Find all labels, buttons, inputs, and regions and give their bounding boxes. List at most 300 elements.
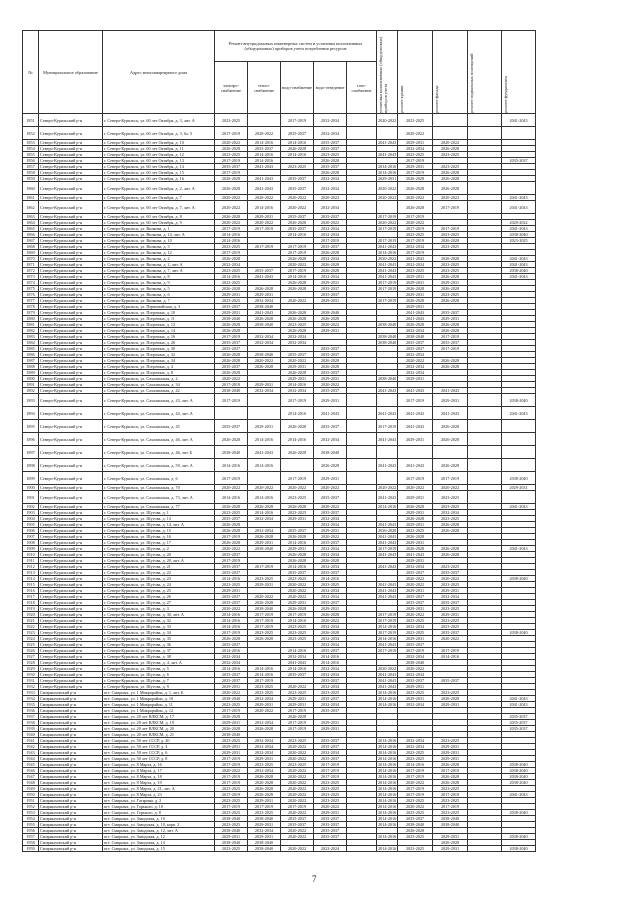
municipality-cell: Северо-Курильский р-н [39, 540, 103, 546]
roof-cell: 2023-2025 [398, 630, 433, 636]
meters-cell: 2041-2043 [378, 522, 397, 527]
sewer-cell: 2023-2025 [314, 152, 347, 158]
meters-cell: 2017-2019 [378, 286, 397, 291]
address-cell: г. Северо-Курильск, ул. Погрешна, д. 34 [103, 358, 215, 364]
sewer-cell: 2023-2025 [314, 582, 347, 588]
water-cell: 2020-2022 [281, 780, 314, 786]
sewer-cell: 2035-2037 [314, 738, 347, 744]
address-cell: г. Северо-Курильск, ул. Шутова, д. 2 [103, 546, 215, 552]
row-number-cell: 1912 [23, 564, 39, 570]
facade-cell: 2023-2025 [433, 516, 468, 522]
meters-cell: 2041-2043 [378, 268, 397, 273]
header-water: водо-снабжение [281, 62, 314, 114]
heat-cell: 2026-2028 [248, 636, 281, 642]
electric-cell: 2020-2022 [215, 195, 248, 201]
municipality-cell: Смирныховский р-н [39, 726, 103, 732]
facade-cell [433, 446, 468, 459]
municipality-cell: Северо-Курильский р-н [39, 446, 103, 459]
municipality-cell: Северо-Курильский р-н [39, 491, 103, 504]
address-cell: г. Северо-Курильск, ул. Погрешна, д. 32 [103, 352, 215, 358]
electric-cell: 2026-2028 [215, 176, 248, 182]
facade-cell: 2023-2025 [433, 292, 468, 298]
water-cell: 2020-2022 [281, 485, 314, 491]
row-number-cell: 1905 [23, 522, 39, 528]
electric-cell: 2035-2037 [215, 346, 248, 352]
row-number-cell: 1906 [23, 528, 39, 534]
address-cell: г. Северо-Курильск, ул. Погрешна, д. 11 [103, 316, 215, 322]
address-cell: г. Северо-Курильск, ул. Сахалинская, д. 45 [103, 420, 215, 433]
electric-cell: 2026-2028 [215, 522, 248, 528]
water-cell: 2035-2037 [281, 352, 314, 358]
foundation-cell: 2038-2040 [502, 834, 536, 840]
electric-cell: 2038-2040 [215, 828, 248, 834]
roof-cell: 2023-2025 [398, 756, 433, 762]
municipality-cell: Северо-Курильский р-н [39, 328, 103, 334]
gas-cell [347, 491, 377, 504]
facade-cell: 2026-2028 [433, 286, 468, 292]
electric-cell: 2020-2022 [215, 376, 248, 382]
roof-cell: 2029-2031 [398, 274, 433, 280]
municipality-cell: Северо-Курильский р-н [39, 546, 103, 552]
facade-cell: 2017-2019 [433, 226, 468, 232]
roof-cell: 2026-2028 [398, 182, 433, 195]
facade-cell: 2023-2025 [433, 606, 468, 612]
municipality-cell: Северо-Курильский р-н [39, 238, 103, 244]
meters-cell: 2041-2043 [378, 642, 397, 647]
row-number-cell: 1927 [23, 654, 39, 660]
row-number-cell: 1877 [23, 298, 39, 304]
roof-cell: 2041-2043 [398, 420, 433, 433]
municipality-cell: Северо-Курильский р-н [39, 280, 103, 286]
municipality-cell: Северо-Курильский р-н [39, 459, 103, 472]
meters-cell: 2041-2043 [378, 262, 397, 267]
sewer-cell: 2032-2034 [314, 564, 347, 570]
heat-cell: 2014-2016 [248, 459, 281, 472]
electric-cell: 2023-2025 [215, 798, 248, 804]
heat-cell: 2038-2040 [248, 322, 281, 328]
roof-cell: 2029-2031 [398, 491, 433, 504]
water-cell: 2029-2031 [281, 364, 314, 370]
heat-cell: 2026-2028 [248, 286, 281, 292]
water-cell: 2026-2028 [281, 328, 314, 334]
address-cell: г. Северо-Курильск, ул. Вилкова, д. 5 [103, 286, 215, 292]
sewer-cell: 2035-2037 [314, 352, 347, 358]
address-cell: г. Северо-Курильск, ул. 60 лет Октября, д. 11 [103, 146, 215, 152]
water-cell: 2035-2037 [281, 226, 314, 232]
municipality-cell: Северо-Курильский р-н [39, 528, 103, 534]
heat-cell: 2023-2025 [248, 810, 281, 816]
row-number-cell: 1921 [23, 618, 39, 624]
municipality-cell: Северо-Курильский р-н [39, 660, 103, 666]
row-number-cell: 1950 [23, 792, 39, 798]
address-cell: пгт. Смирных, ул. 1 Микрорайон, д. 10 [103, 696, 215, 702]
row-number-cell: 1901 [23, 491, 39, 504]
foundation-cell: 2041-2043 [502, 702, 536, 708]
roof-cell: 2038-2040 [398, 334, 433, 340]
sewer-cell: 2026-2028 [314, 262, 347, 268]
row-number-cell: 1928 [23, 660, 39, 666]
water-cell: 2032-2034 [281, 340, 314, 346]
row-number-cell: 1935 [23, 702, 39, 708]
basement-cell [468, 407, 502, 420]
sewer-cell: 2026-2028 [314, 358, 347, 364]
address-cell: г. Северо-Курильск, ул. Вилкова, д. 9 [103, 280, 215, 286]
municipality-cell: Северо-Курильский р-н [39, 678, 103, 684]
document-page [22, 30, 619, 870]
water-cell: 2014-2016 [281, 618, 314, 624]
facade-cell: 2023-2025 [433, 268, 468, 274]
municipality-cell: Северо-Курильский р-н [39, 322, 103, 328]
water-cell: 2020-2022 [281, 792, 314, 798]
heat-cell: 2032-2034 [248, 720, 281, 726]
electric-cell: 2029-2031 [215, 720, 248, 726]
address-cell: г. Северо-Курильск, ул. Сахалинская, д. 77 [103, 504, 215, 510]
gas-cell [347, 472, 377, 485]
sewer-cell: 2035-2037 [314, 696, 347, 702]
sewer-cell: 2020-2022 [314, 322, 347, 328]
heat-cell: 2017-2019 [248, 564, 281, 570]
table-row [23, 446, 620, 459]
foundation-cell [502, 182, 536, 195]
sewer-cell: 2032-2034 [314, 552, 347, 558]
roof-cell: 2020-2022 [398, 780, 433, 786]
row-number-cell: 1858 [23, 170, 39, 176]
electric-cell: 2020-2022 [215, 606, 248, 612]
water-cell: 2026-2028 [281, 606, 314, 612]
address-cell: г. Северо-Курильск, ул. Сахалинская, д. 59, лит. А [103, 459, 215, 472]
municipality-cell: Смирныховский р-н [39, 696, 103, 702]
row-number-cell: 1934 [23, 696, 39, 702]
row-number-cell: 1937 [23, 714, 39, 720]
basement-cell [468, 459, 502, 472]
municipality-cell: Смирныховский р-н [39, 744, 103, 750]
address-cell: пгт. Смирных, ул. 8 Марта, д. 19 [103, 780, 215, 786]
address-cell: г. Северо-Курильск, ул. 60 лет Октября, д. 12 [103, 152, 215, 158]
foundation-cell: 2041-2043 [502, 195, 536, 201]
row-number-cell: 1929 [23, 666, 39, 672]
roof-cell: 2026-2028 [398, 201, 433, 214]
address-cell: г. Северо-Курильск, ул. Вилкова, д. 10 [103, 238, 215, 244]
address-cell: г. Северо-Курильск, ул. Погрешна, д. 4 [103, 364, 215, 370]
facade-cell: 2023-2025 [433, 164, 468, 170]
row-number-cell: 1885 [23, 346, 39, 352]
water-cell: 2014-2016 [281, 433, 314, 446]
address-cell: г. Северо-Курильск, ул. Сахалинская, д. 70 [103, 485, 215, 491]
water-cell: 2026-2028 [281, 280, 314, 286]
row-number-cell: 1943 [23, 750, 39, 756]
electric-cell: 2029-2031 [215, 684, 248, 690]
row-number-cell: 1933 [23, 690, 39, 696]
facade-cell: 2029-2031 [433, 744, 468, 750]
sewer-cell: 2026-2028 [314, 459, 347, 472]
heat-cell: 2014-2016 [248, 672, 281, 678]
heat-cell: 2026-2028 [248, 726, 281, 732]
roof-cell: 2038-2040 [398, 660, 433, 666]
municipality-cell: Северо-Курильский р-н [39, 352, 103, 358]
electric-cell: 2029-2031 [215, 834, 248, 840]
facade-cell: 2026-2028 [433, 762, 468, 768]
municipality-cell: Северо-Курильский р-н [39, 140, 103, 146]
facade-cell: 2017-2019 [433, 792, 468, 798]
electric-cell: 2026-2028 [215, 504, 248, 510]
table-header [23, 31, 620, 114]
heat-cell: 2017-2019 [248, 678, 281, 684]
basement-cell [468, 182, 502, 195]
water-cell: 2032-2034 [281, 654, 314, 660]
facade-cell: 2026-2028 [433, 840, 468, 846]
municipality-cell: Смирныховский р-н [39, 762, 103, 768]
address-cell: г. Северо-Курильск, ул. 60 лет Октября, д. 3, бл. 5 [103, 127, 215, 140]
row-number-cell: 1864 [23, 220, 39, 226]
electric-cell: 2035-2037 [215, 564, 248, 570]
row-number-cell: 1893 [23, 394, 39, 407]
sewer-cell: 2035-2037 [314, 834, 347, 840]
basement-cell [468, 846, 502, 852]
sewer-cell: 2035-2037 [314, 164, 347, 170]
address-cell: г. Северо-Курильск, ул. Погрешна, д. 10 [103, 310, 215, 316]
municipality-cell: Северо-Курильский р-н [39, 256, 103, 262]
row-number-cell: 1878 [23, 304, 39, 310]
electric-cell: 2017-2019 [215, 382, 248, 388]
address-cell: г. Северо-Курильск, ул. Вилкова, д. 12 [103, 250, 215, 256]
meters-cell: 2038-2040 [378, 322, 397, 327]
water-cell: 2014-2016 [281, 407, 314, 420]
row-number-cell: 1853 [23, 140, 39, 146]
row-number-cell: 1889 [23, 370, 39, 376]
water-cell: 2017-2019 [281, 244, 314, 250]
header-sewer: водо-отведение [314, 62, 347, 114]
heat-cell: 2014-2016 [248, 140, 281, 146]
municipality-cell: Смирныховский р-н [39, 792, 103, 798]
facade-cell: 2017-2019 [433, 346, 468, 352]
meters-cell: 2014-2016 [378, 774, 397, 779]
roof-cell: 2020-2022 [398, 220, 433, 226]
facade-cell: 2023-2025 [433, 244, 468, 250]
row-number-cell: 1922 [23, 624, 39, 630]
sewer-cell: 2035-2037 [314, 292, 347, 298]
electric-cell: 2023-2025 [215, 582, 248, 588]
gas-cell [347, 459, 377, 472]
meters-cell: 2041-2043 [378, 388, 397, 393]
sewer-cell: 2035-2037 [314, 420, 347, 433]
heat-cell: 2041-2043 [248, 274, 281, 280]
address-cell: г. Северо-Курильск, ул. Шутова, д. 35 [103, 636, 215, 642]
meters-cell [377, 472, 398, 485]
heat-cell: 2017-2019 [248, 612, 281, 618]
meters-cell: 2014-2016 [378, 792, 397, 797]
water-cell [281, 459, 314, 472]
address-cell: г. Северо-Курильск, ул. Вилкова, д. 14, лит. А [103, 232, 215, 238]
address-cell: г. Северо-Курильск, ул. Шутова, д. 34 [103, 630, 215, 636]
sewer-cell: 2035-2037 [314, 244, 347, 250]
address-cell: пгт. Смирных, ул. 20 лет ВЛКСМ, д. 20 [103, 726, 215, 732]
sewer-cell: 2035-2037 [314, 140, 347, 146]
electric-cell: 2017-2019 [215, 158, 248, 164]
roof-cell: 2032-2034 [398, 262, 433, 268]
facade-cell: 2032-2034 [433, 594, 468, 600]
facade-cell: 2017-2019 [433, 201, 468, 214]
row-number-cell: 1938 [23, 720, 39, 726]
row-number-cell: 1896 [23, 433, 39, 446]
sewer-cell: 2032-2034 [314, 672, 347, 678]
municipality-cell: Северо-Курильский р-н [39, 232, 103, 238]
table-row [23, 394, 620, 407]
facade-cell: 2020-2022 [433, 636, 468, 642]
sewer-cell: 2029-2031 [314, 606, 347, 612]
roof-cell: 2041-2043 [398, 552, 433, 558]
sewer-cell: 2032-2034 [314, 114, 347, 127]
meters-cell: 2020-2022 [377, 182, 398, 195]
address-cell: пгт. Смирных, ул. 1 Микрорайон, д. 12 [103, 708, 215, 714]
water-cell: 2017-2019 [281, 708, 314, 714]
facade-cell: 2026-2028 [433, 182, 468, 195]
roof-cell: 2017-2019 [398, 774, 433, 780]
water-cell: 2032-2034 [281, 334, 314, 340]
row-number-cell: 1860 [23, 182, 39, 195]
heat-cell: 2029-2031 [248, 420, 281, 433]
roof-cell: 2026-2028 [398, 176, 433, 182]
municipality-cell: Северо-Курильский р-н [39, 600, 103, 606]
row-number-cell: 1945 [23, 762, 39, 768]
heat-cell: 2017-2019 [248, 804, 281, 810]
electric-cell: 2014-2016 [215, 491, 248, 504]
row-number-cell: 1882 [23, 328, 39, 334]
municipality-cell: Смирныховский р-н [39, 768, 103, 774]
heat-cell: 2014-2016 [248, 158, 281, 164]
row-number-cell: 1908 [23, 540, 39, 546]
meters-cell: 2014-2016 [378, 250, 397, 255]
roof-cell: 2023-2025 [398, 798, 433, 804]
foundation-cell: 2038-2040 [502, 774, 536, 780]
meters-cell: 2017-2019 [377, 420, 398, 433]
water-cell: 2026-2028 [281, 370, 314, 376]
water-cell: 2020-2022 [281, 798, 314, 804]
row-number-cell: 1941 [23, 738, 39, 744]
basement-cell [468, 446, 502, 459]
water-cell: 2020-2022 [281, 810, 314, 816]
roof-cell: 2041-2043 [398, 459, 433, 472]
electric-cell: 2020-2022 [215, 485, 248, 491]
roof-cell: 2029-2031 [398, 292, 433, 298]
row-number-cell: 1857 [23, 164, 39, 170]
roof-cell: 2017-2019 [398, 786, 433, 792]
electric-cell: 2020-2022 [215, 690, 248, 696]
heat-cell: 2038-2040 [248, 840, 281, 846]
roof-cell: 2032-2034 [398, 738, 433, 744]
meters-cell: 2041-2043 [378, 274, 397, 279]
electric-cell: 2035-2037 [215, 516, 248, 522]
roof-cell: 2023-2025 [398, 750, 433, 756]
municipality-cell: Северо-Курильский р-н [39, 564, 103, 570]
row-number-cell: 1955 [23, 822, 39, 828]
sewer-cell: 2035-2037 [314, 388, 347, 394]
municipality-cell: Смирныховский р-н [39, 798, 103, 804]
electric-cell: 2017-2019 [215, 170, 248, 176]
row-number-cell: 1903 [23, 510, 39, 516]
municipality-cell: Северо-Курильский р-н [39, 534, 103, 540]
roof-cell: 2029-2031 [398, 164, 433, 170]
table-row [23, 459, 620, 472]
heat-cell: 2029-2031 [248, 798, 281, 804]
water-cell: 2026-2028 [281, 316, 314, 322]
row-number-cell: 1948 [23, 780, 39, 786]
roof-cell: 2029-2031 [398, 696, 433, 702]
address-cell: г. Северо-Курильск, ул. Шутова, д. 27 [103, 600, 215, 606]
sewer-cell: 2035-2037 [314, 600, 347, 606]
row-number-cell: 1957 [23, 834, 39, 840]
row-number-cell: 1932 [23, 684, 39, 690]
heat-cell: 2017-2019 [248, 618, 281, 624]
facade-cell: 2038-2040 [433, 822, 468, 828]
facade-cell: 2026-2028 [433, 146, 468, 152]
meters-cell: 2041-2043 [378, 684, 397, 689]
sewer-cell: 2035-2037 [314, 708, 347, 714]
electric-cell: 2026-2028 [215, 322, 248, 328]
municipality-cell: Северо-Курильский р-н [39, 250, 103, 256]
sewer-cell: 2032-2034 [314, 127, 347, 140]
sewer-cell: 2014-2016 [314, 654, 347, 660]
roof-cell: 2023-2025 [398, 268, 433, 274]
municipality-cell: Северо-Курильский р-н [39, 176, 103, 182]
table-row [23, 182, 620, 195]
electric-cell: 2026-2028 [215, 540, 248, 546]
municipality-cell: Северо-Курильский р-н [39, 226, 103, 232]
municipality-cell: Северо-Курильский р-н [39, 304, 103, 310]
heat-cell: 2026-2028 [248, 780, 281, 786]
foundation-cell [502, 446, 536, 459]
row-number-cell: 1958 [23, 840, 39, 846]
sewer-cell: 2029-2031 [314, 528, 347, 534]
address-cell: г. Северо-Курильск, ул. Вилкова, д. 7 [103, 298, 215, 304]
meters-cell: 2014-2016 [378, 780, 397, 785]
table-body [23, 114, 620, 852]
roof-cell: 2041-2043 [398, 310, 433, 316]
electric-cell: 2026-2028 [215, 726, 248, 732]
heat-cell: 2014-2016 [248, 510, 281, 516]
row-number-cell: 1870 [23, 256, 39, 262]
sewer-cell: 2017-2019 [314, 768, 347, 774]
meters-cell: 2041-2043 [378, 678, 397, 683]
municipality-cell: Смирныховский р-н [39, 774, 103, 780]
roof-cell: 2035-2037 [398, 642, 433, 648]
meters-cell: 2014-2016 [378, 798, 397, 803]
roof-cell: 2029-2031 [398, 280, 433, 286]
municipality-cell: Северо-Курильский р-н [39, 268, 103, 274]
heat-cell: 2032-2034 [248, 528, 281, 534]
municipality-cell: Северо-Курильский р-н [39, 334, 103, 340]
address-cell: г. Северо-Курильск, ул. Шутова, д. 9 [103, 684, 215, 690]
foundation-cell: 2035-2037 [502, 726, 536, 732]
electric-cell: 2017-2019 [215, 472, 248, 485]
facade-cell: 2029-2031 [433, 834, 468, 840]
roof-cell: 2035-2037 [398, 816, 433, 822]
meters-cell: 2041-2043 [378, 588, 397, 593]
electric-cell [215, 407, 248, 420]
sewer-cell: 2035-2037 [314, 744, 347, 750]
electric-cell: 2017-2019 [215, 127, 248, 140]
electric-cell: 2023-2025 [215, 846, 248, 852]
sewer-cell: 2035-2037 [314, 648, 347, 654]
roof-cell: 2029-2031 [398, 606, 433, 612]
water-cell: 2017-2019 [281, 394, 314, 407]
municipality-cell: Смирныховский р-н [39, 816, 103, 822]
electric-cell: 2020-2022 [215, 201, 248, 214]
row-number-cell: 1926 [23, 648, 39, 654]
facade-cell: 2023-2025 [433, 564, 468, 570]
facade-cell: 2026-2028 [433, 298, 468, 304]
electric-cell: 2038-2040 [215, 388, 248, 394]
sewer-cell: 2026-2028 [314, 268, 347, 274]
